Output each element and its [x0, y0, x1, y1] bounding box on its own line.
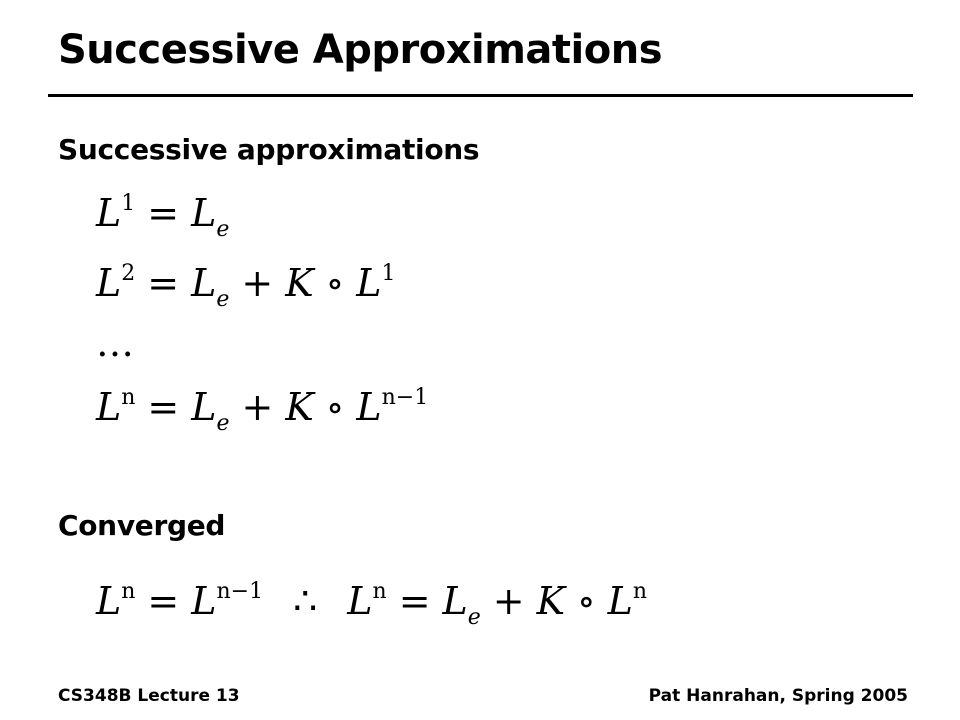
title-divider: [48, 94, 913, 97]
equation-converged: $L^n = L^{n-1}$ ∴ $L^n = L_e + K$ ∘ $L^n$: [96, 579, 648, 630]
therefore-symbol: ∴: [293, 579, 318, 623]
equation-ln: $L^n = L_e + K$ ∘ $L^{n-1}$: [96, 385, 429, 436]
footer-author: Pat Hanrahan, Spring 2005: [648, 686, 908, 706]
equation-ellipsis: …: [96, 321, 134, 365]
section-heading-successive: Successive approximations: [58, 133, 480, 166]
equation-l2: $L^2 = L_e + K$ ∘ $L^1$: [96, 261, 396, 312]
section-heading-converged: Converged: [58, 509, 226, 542]
equation-l1: $L^1 = L_e$: [96, 191, 230, 242]
footer-course: CS348B Lecture 13: [58, 686, 240, 706]
slide-title: Successive Approximations: [58, 27, 663, 73]
